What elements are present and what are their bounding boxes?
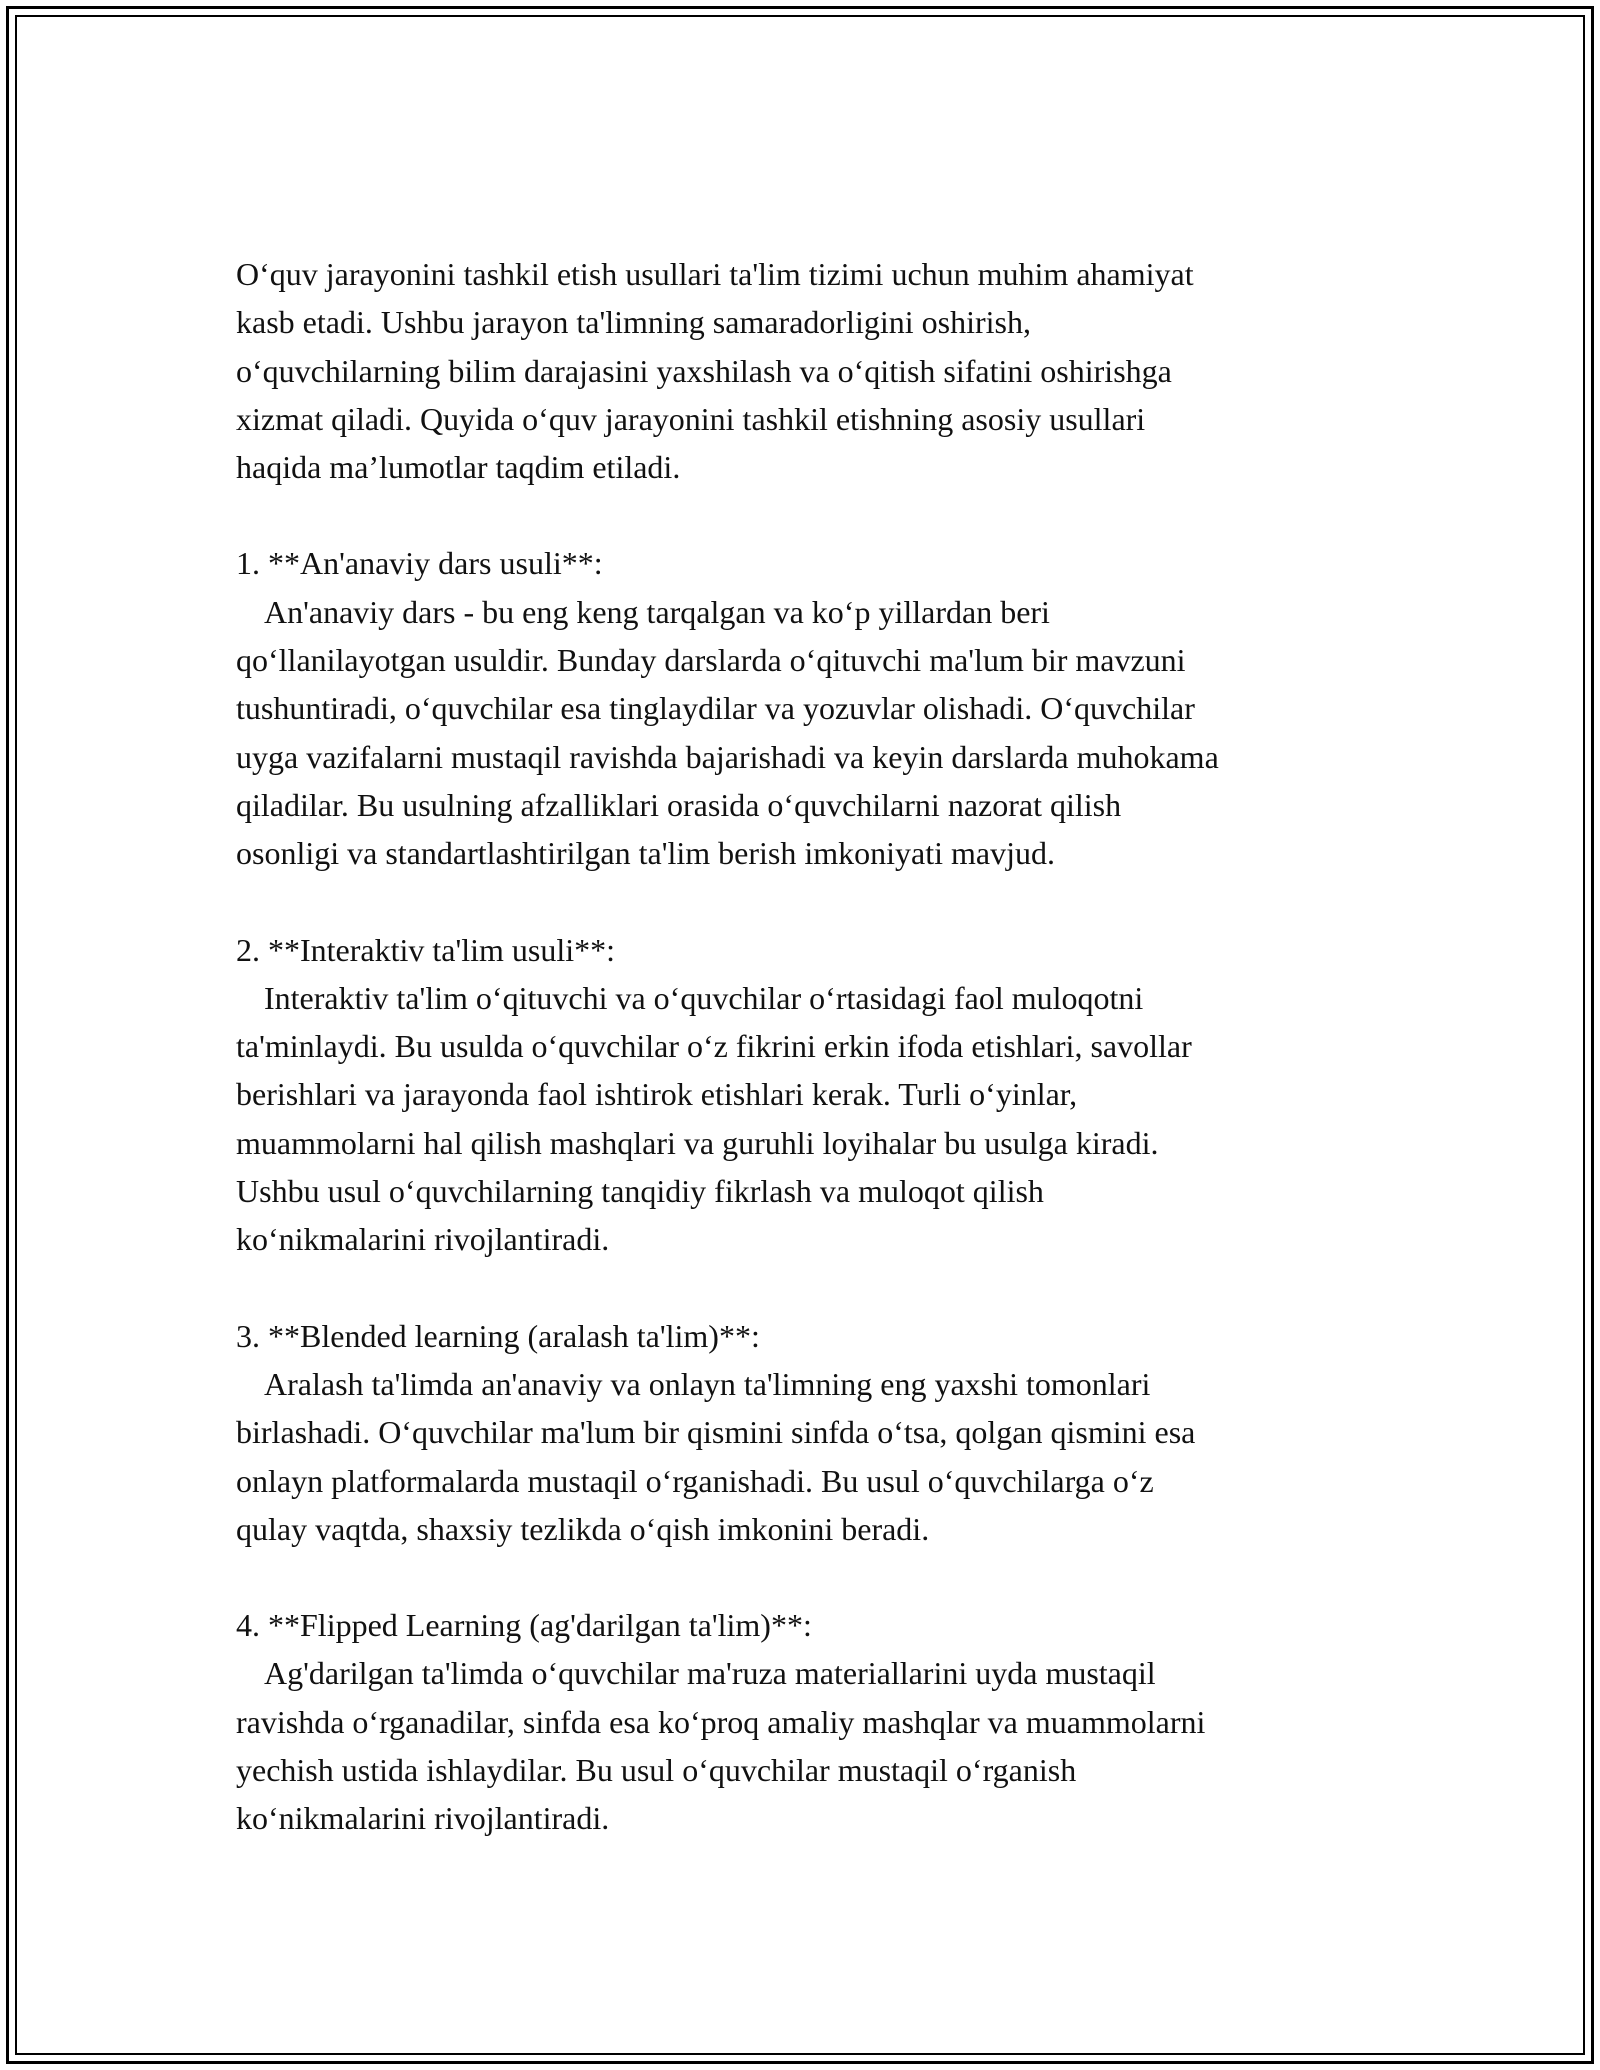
- section-blended-learning: [236, 1312, 1396, 1553]
- intro-paragraph: O‘quv jarayonini tashkil etish usullari ta'lim tizimi uchun muhim ahamiyat kasb etadi. Ushbu jarayon ta'limning samaradorligini oshirish, o‘quvchilarning bilim darajasini yaxshilash va o‘qitish sifatini oshirishga xizmat qiladi. Quyida o‘quv jarayonini tashkil etishning asosiy usullari haqida ma’lumotlar taqdim etiladi.: [236, 256, 1194, 486]
- section-flipped-learning: [236, 1601, 1396, 1842]
- document-body: [236, 250, 1396, 1843]
- section-body: An'anaviy dars - bu eng keng tarqalgan va ko‘p yillardan beri qo‘llanilayotgan usuldir. Bunday darslarda o‘qituvchi ma'lum bir mavzuni tushuntiradi, o‘quvchilar esa tinglaydilar va yozuvlar olishadi. O‘quvchilar uyga vazifalarni mustaqil ravishda bajarishadi va keyin darslarda muhokama qiladilar. Bu usulning afzalliklari orasida o‘quvchilarni nazorat qilish osonligi va standartlashtirilgan ta'lim berish imkoniyati mavjud.: [236, 593, 1219, 872]
- section-body: Aralash ta'limda an'anaviy va onlayn ta'limning eng yaxshi tomonlari birlashadi. O‘quvchilar ma'lum bir qismini sinfda o‘tsa, qolgan qismini esa onlayn platformalarda mustaqil o‘rganishadi. Bu usul o‘quvchilarga o‘z qulay vaqtda, shaxsiy tezlikda o‘qish imkonini beradi.: [236, 1365, 1196, 1547]
- section-heading: 2. **Interaktiv ta'lim usuli**:: [236, 931, 616, 968]
- section-heading: 1. **An'anaviy dars usuli**:: [236, 545, 603, 582]
- section-anaaviy-dars: [236, 539, 1396, 877]
- section-heading: 4. **Flipped Learning (ag'darilgan ta'lim)**:: [236, 1607, 812, 1644]
- section-body: Interaktiv ta'lim o‘qituvchi va o‘quvchilar o‘rtasidagi faol muloqotni ta'minlaydi. Bu usulda o‘quvchilar o‘z fikrini erkin ifoda etishlari, savollar berishlari va jarayonda faol ishtirok etishlari kerak. Turli o‘yinlar, muammolarni hal qilish mashqlari va guruhli loyihalar bu usulga kiradi. Ushbu usul o‘quvchilarning tanqidiy fikrlash va muloqot qilish ko‘nikmalarini rivojlantiradi.: [236, 979, 1192, 1258]
- section-heading: 3. **Blended learning (aralash ta'lim)**:: [236, 1317, 760, 1354]
- section-body: Ag'darilgan ta'limda o‘quvchilar ma'ruza materiallarini uyda mustaqil ravishda o‘rganadilar, sinfda esa ko‘proq amaliy mashqlar va muammolarni yechish ustida ishlaydilar. Bu usul o‘quvchilar mustaqil o‘rganish ko‘nikmalarini rivojlantiradi.: [236, 1655, 1206, 1837]
- section-interaktiv-talim: [236, 926, 1396, 1264]
